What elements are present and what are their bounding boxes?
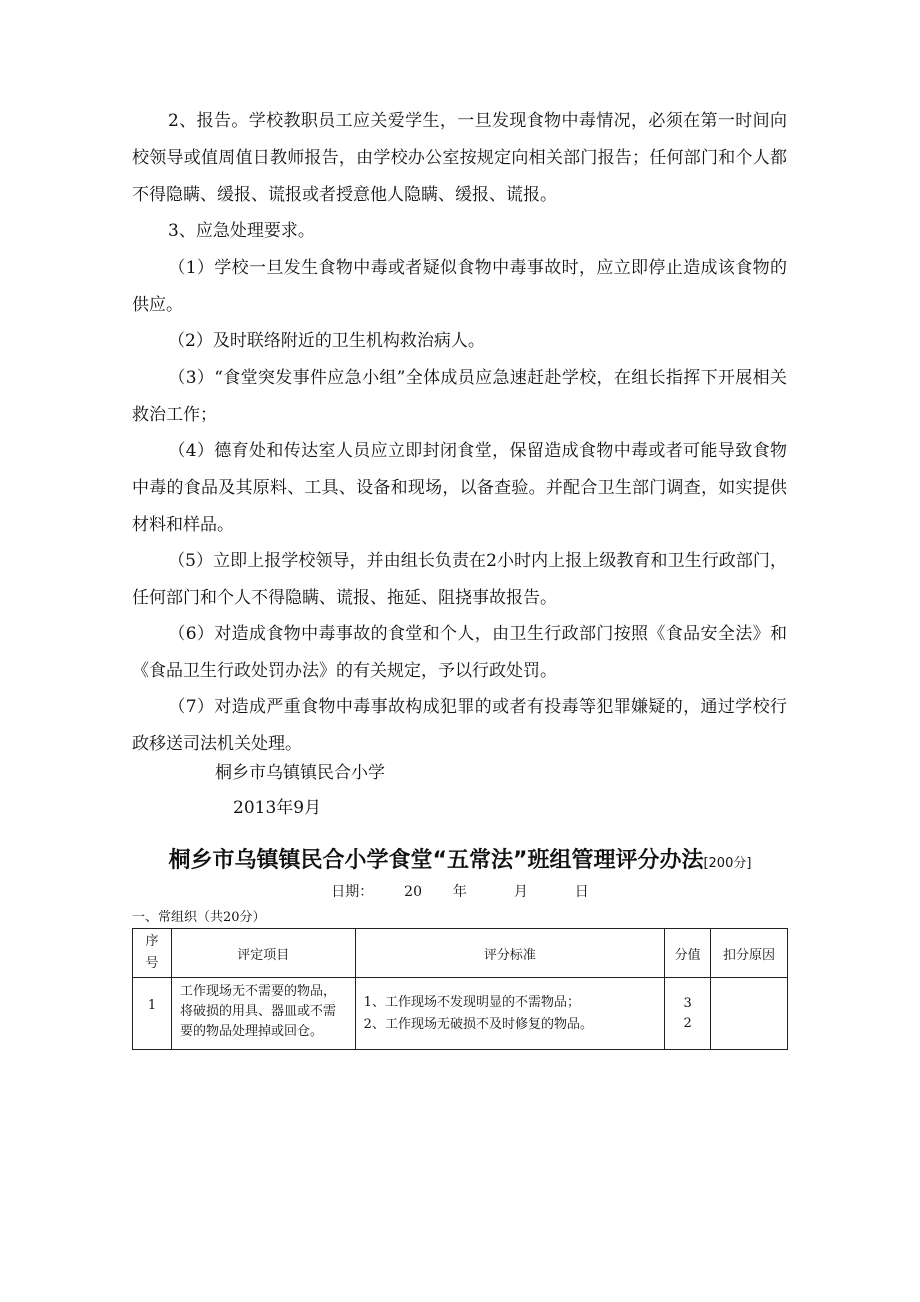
row-item: 工作现场无不需要的物品，将破损的用具、器皿或不需要的物品处理掉或回仓。 (171, 978, 355, 1050)
paragraph-item-6: （6）对造成食物中毒事故的食堂和个人，由卫生行政部门按照《食品安全法》和《食品卫生行政处罚办法》的有关规定，予以行政处罚。 (132, 624, 787, 681)
scoring-table (132, 928, 788, 1050)
table-header-row (133, 929, 788, 978)
row-seq: 1 (133, 978, 172, 1050)
paragraph-item-5: （5）立即上报学校领导，并由组长负责在2小时内上报上级教育和卫生行政部门，任何部门和个人不得隐瞒、谎报、拖延、阻挠事故报告。 (132, 551, 787, 608)
standard-line-2: 2、工作现场无破损不及时修复的物品。 (363, 1016, 593, 1032)
document-title-main: 桐乡市乌镇镇民合小学食堂“五常法”班组管理评分办法 (168, 848, 704, 873)
paragraph-emergency-heading: 3、应急处理要求。 (168, 221, 315, 241)
paragraph-report: 2、报告。学校教职员工应关爱学生，一旦发现食物中毒情况，必须在第一时间向校领导或值周值日教师报告，由学校办公室按规定向相关部门报告；任何部门和个人都不得隐瞒、缓报、谎报或者授意他人隐瞒、缓报、谎报。 (132, 111, 787, 205)
header-reason: 扣分原因 (711, 929, 788, 978)
date-line (0, 881, 920, 901)
header-score: 分值 (665, 929, 711, 978)
paragraph-item-3: （3）“食堂突发事件应急小组”全体成员应急速赶赴学校，在组长指挥下开展相关救治工作； (132, 368, 787, 425)
paragraph-item-2: （2）及时联络附近的卫生机构救治病人。 (168, 331, 485, 351)
header-seq: 序号 (133, 929, 172, 978)
date-year-prefix: 20 (404, 884, 422, 900)
row-score (665, 978, 711, 1050)
paragraph-item-4: （4）德育处和传达室人员应立即封闭食堂，保留造成食物中毒或者可能导致食物中毒的食品及其原料、工具、设备和现场，以备查验。并配合卫生部门调查，如实提供材料和样品。 (132, 441, 787, 535)
header-item: 评定项目 (171, 929, 355, 978)
date-year: 年 (452, 884, 467, 900)
date-label: 日期： (331, 884, 374, 900)
paragraph-item-7: （7）对造成严重食物中毒事故构成犯罪的或者有投毒等犯罪嫌疑的，通过学校行政移送司法机关处理。 (132, 697, 787, 754)
section-title: 一、常组织（共20分） (132, 910, 266, 925)
score-2: 2 (683, 1015, 692, 1031)
row-reason (711, 978, 788, 1050)
row-standard (355, 978, 664, 1050)
document-title-points: [200分] (703, 856, 752, 871)
table-row (133, 978, 788, 1050)
header-standard: 评分标准 (355, 929, 664, 978)
date-day: 日 (574, 884, 589, 900)
signature-school: 桐乡市乌镇镇民合小学 (215, 763, 385, 783)
paragraph-item-1: （1）学校一旦发生食物中毒或者疑似食物中毒事故时，应立即停止造成该食物的供应。 (132, 258, 787, 315)
score-1: 3 (683, 995, 692, 1011)
signature-date: 2013年9月 (233, 798, 322, 818)
date-month: 月 (513, 884, 528, 900)
document-title (0, 843, 920, 874)
standard-line-1: 1、工作现场不发现明显的不需物品； (363, 994, 580, 1010)
